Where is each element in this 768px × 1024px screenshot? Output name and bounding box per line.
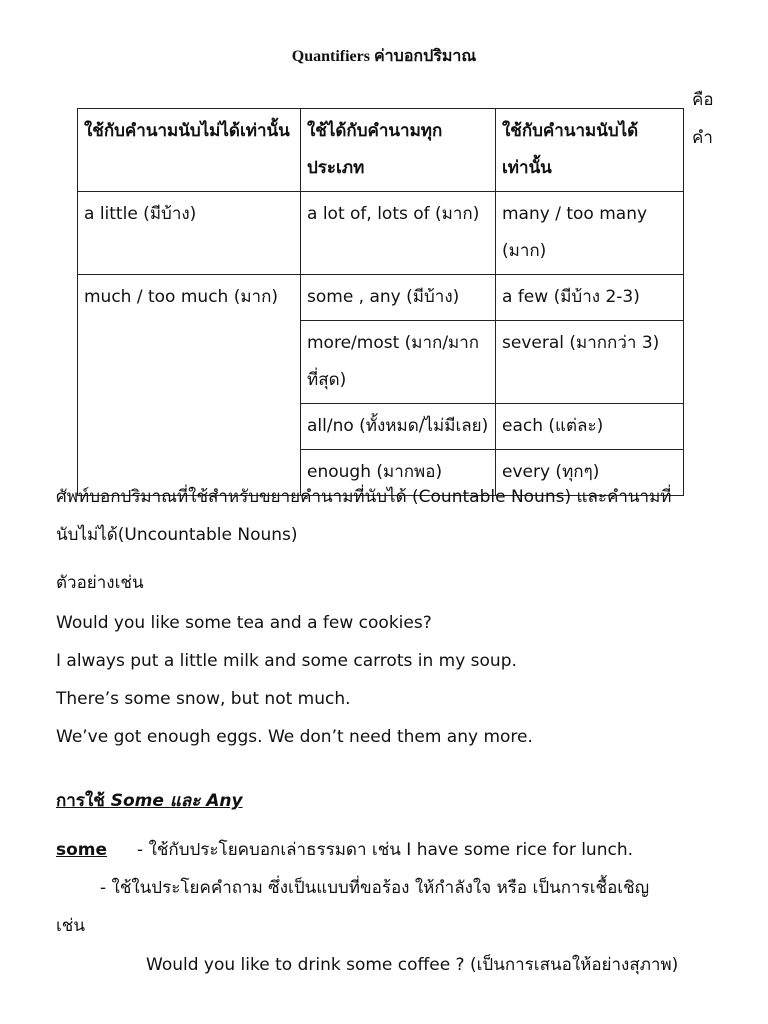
cell-uncountable-1: a little (มีบ้าง) [78, 192, 301, 275]
cell-both-4: all/no (ทั้งหมด/ไม่มีเลย) [301, 404, 496, 450]
cell-uncountable-2: much / too much (มาก) [78, 275, 301, 496]
header-both: ใช้ได้กับคำนามทุกประเภท [301, 109, 496, 192]
some-rule-1 [56, 832, 633, 869]
cell-both-1: a lot of, lots of (มาก) [301, 192, 496, 275]
some-example: Would you like to drink some coffee ? (เป็นการเสนอให้อย่างสุภาพ) [146, 955, 679, 975]
examples-label: ตัวอย่างเช่น [56, 573, 144, 593]
header-uncountable: ใช้กับคำนามนับไม่ได้เท่านั้น [78, 109, 301, 192]
cell-countable-1: many / too many (มาก) [496, 192, 684, 275]
side-note-1: คือ [692, 90, 714, 110]
example-4: We’ve got enough eggs. We don’t need them any more. [56, 727, 533, 747]
quantifiers-table [77, 108, 684, 496]
cell-countable-3: several (มากกว่า 3) [496, 321, 684, 404]
intro-line-2: นับไม่ได้(Uncountable Nouns) [56, 525, 298, 545]
header-countable: ใช้กับคำนามนับได้เท่านั้น [496, 109, 684, 192]
cell-countable-2: a few (มีบ้าง 2-3) [496, 275, 684, 321]
cell-countable-4: each (แต่ละ) [496, 404, 684, 450]
side-note-2: คำ [692, 128, 713, 148]
some-keyword: some [56, 840, 108, 860]
cell-countable-5: every (ทุกๆ) [496, 450, 684, 496]
page-title: Quantifiers ค่าบอกปริมาณ [291, 48, 477, 65]
cell-both-3: more/most (มาก/มากที่สุด) [301, 321, 496, 404]
section-heading-emph: Some และ Any [110, 791, 243, 811]
cell-both-5: enough (มากพอ) [301, 450, 496, 496]
some-rule-1-text: - ใช้กับประโยคบอกเล่าธรรมดา เช่น I have some rice for lunch. [137, 840, 634, 860]
table-header-row [78, 109, 684, 192]
intro-line-1: ศัพท์บอกปริมาณที่ใช้สำหรับขยายคำนามที่นับได้ (Countable Nouns) และคำนามที่ [56, 487, 672, 507]
some-rule-2-cont: เช่น [56, 916, 85, 936]
cell-both-2: some , any (มีบ้าง) [301, 275, 496, 321]
table-row [78, 275, 684, 321]
some-rule-2: - ใช้ในประโยคคำถาม ซึ่งเป็นแบบที่ขอร้อง ให้กำลังใจ หรือ เป็นการเชื้อเชิญ [100, 878, 650, 898]
section-heading [56, 783, 243, 820]
example-3: There’s some snow, but not much. [56, 689, 351, 709]
example-2: I always put a little milk and some carrots in my soup. [56, 651, 517, 671]
section-heading-prefix: การใช้ [56, 791, 111, 811]
example-1: Would you like some tea and a few cookies? [56, 613, 432, 633]
table-row [78, 192, 684, 275]
